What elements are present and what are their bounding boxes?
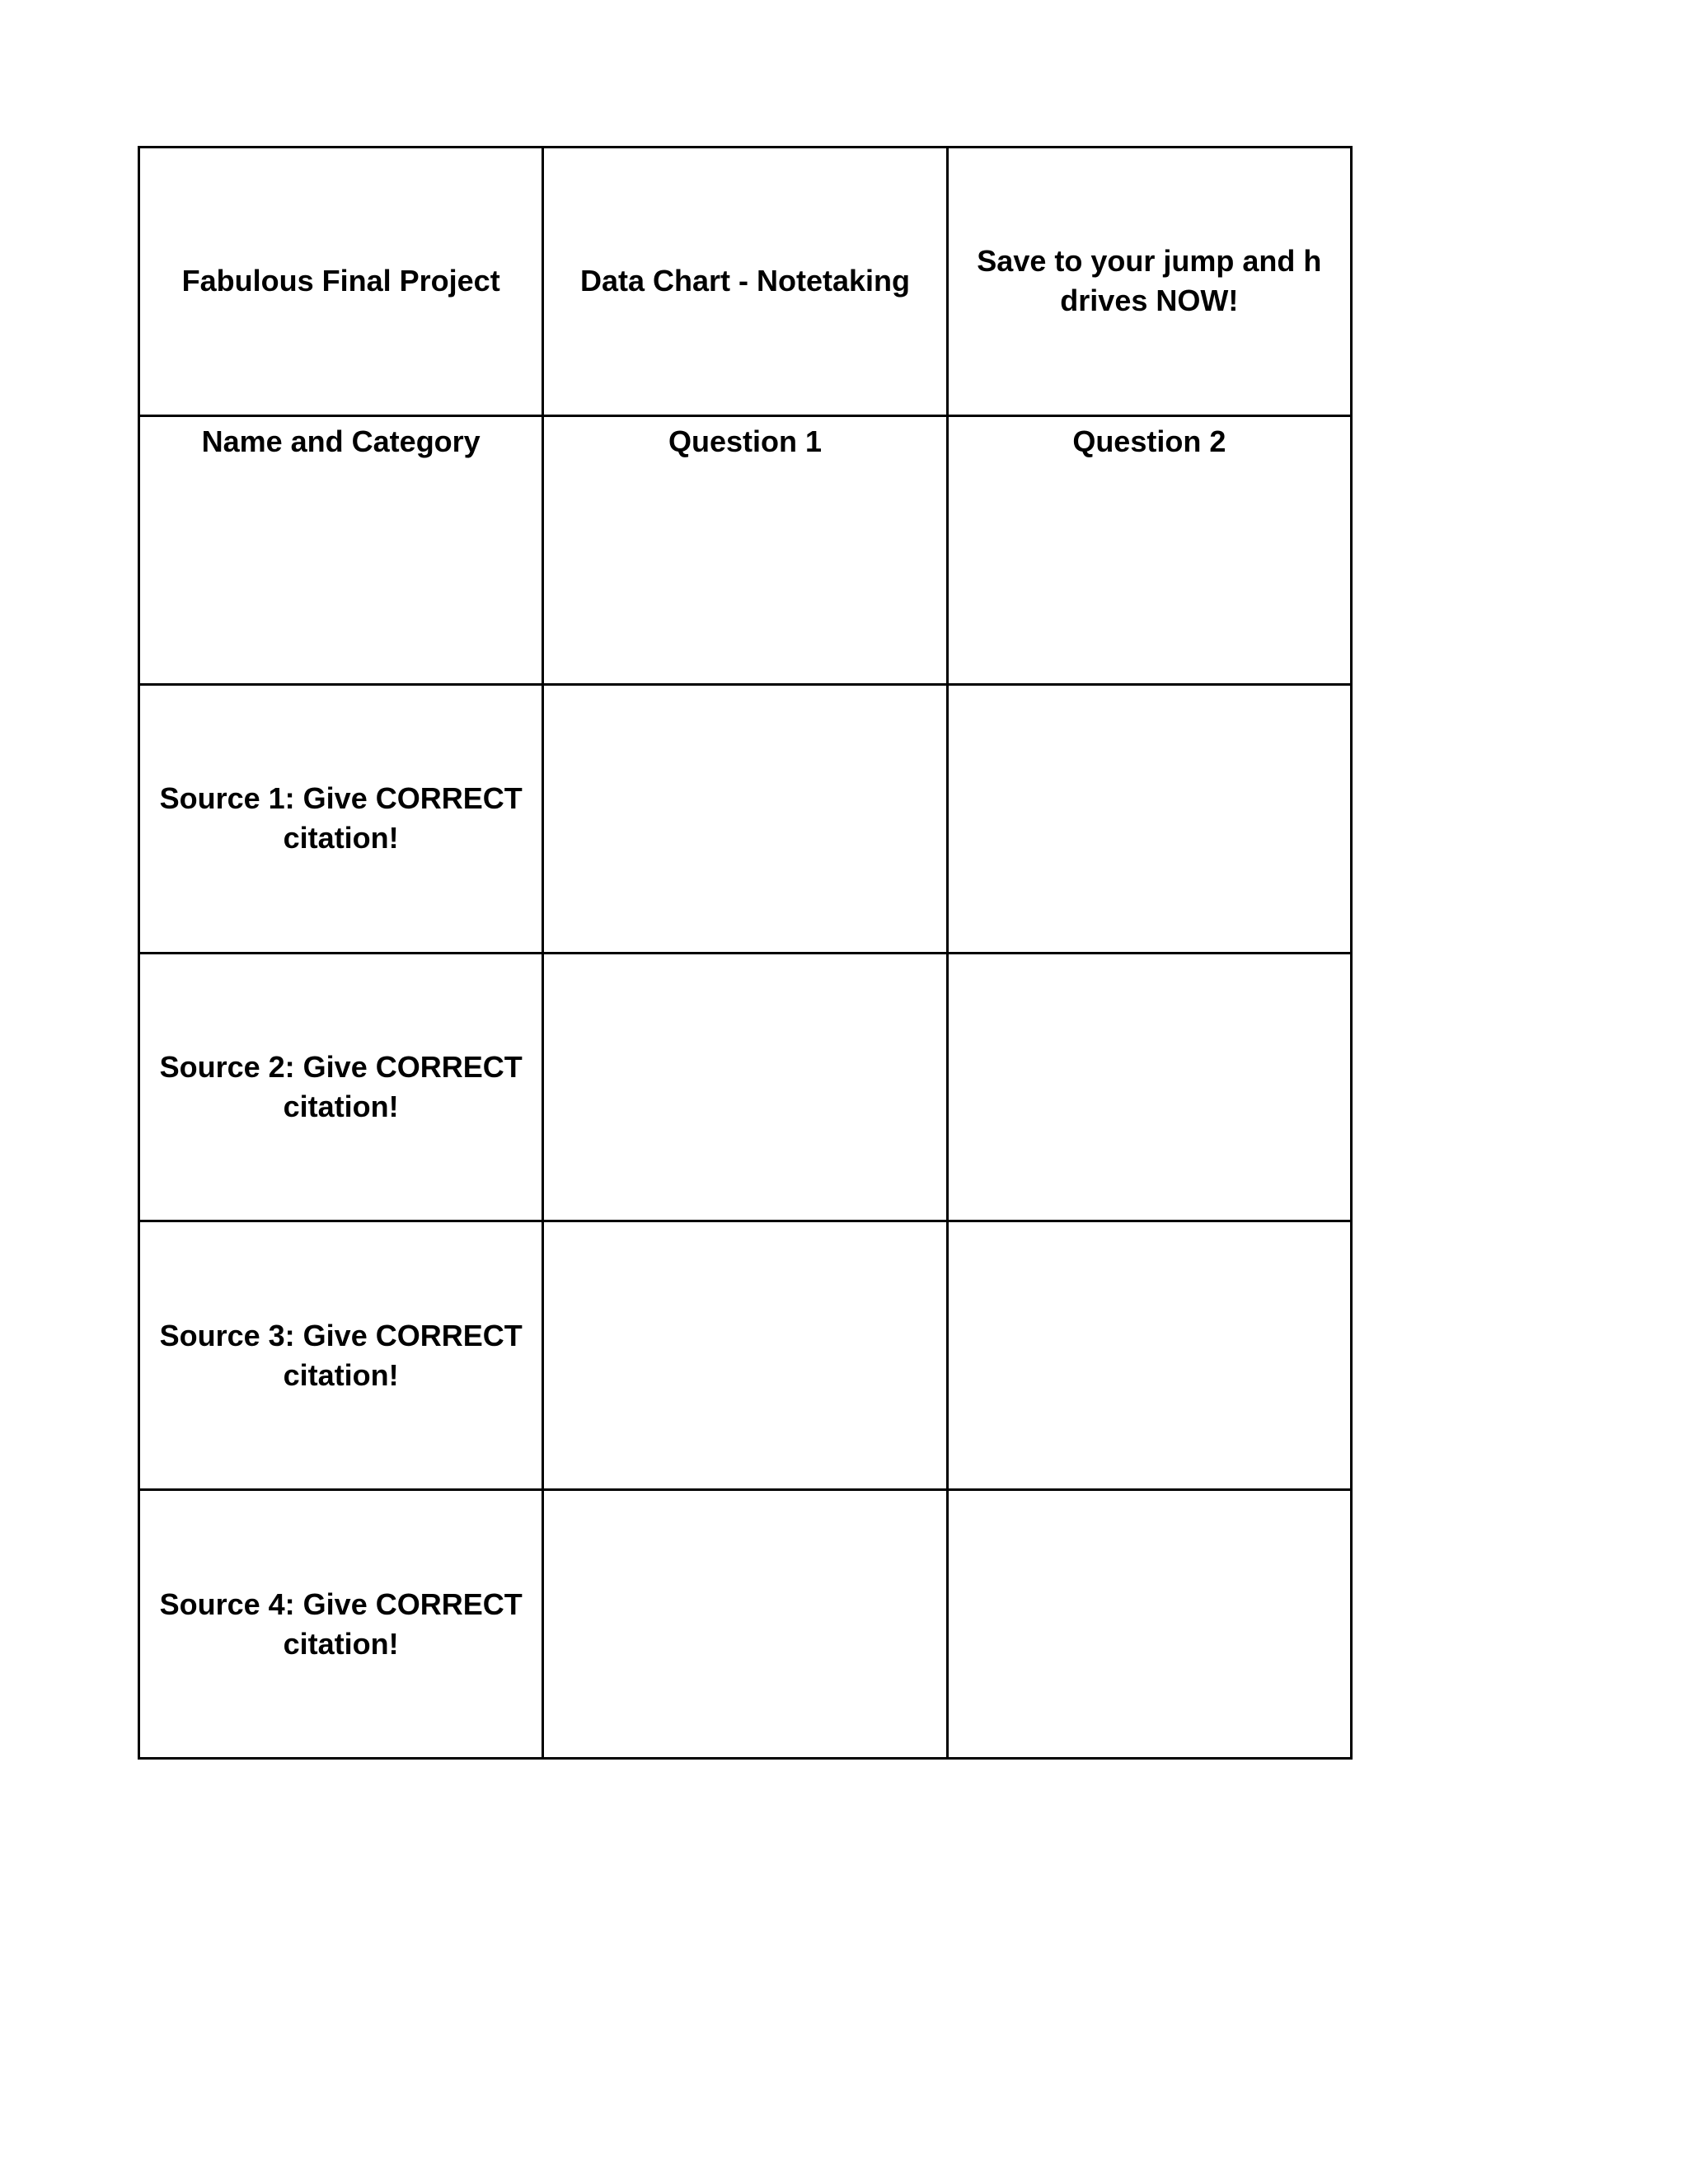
source-3-label-cell[interactable] [140,1222,544,1491]
project-title: Fabulous Final Project [181,264,500,298]
question-2-header-cell[interactable] [949,417,1353,686]
source-1-question-1-cell[interactable] [544,686,948,954]
source-4-question-2-cell[interactable] [949,1491,1353,1760]
notetaking-data-chart [138,146,1353,1760]
save-reminder: Save to your jump and h drives NOW! [977,244,1322,318]
source-2-question-2-cell[interactable] [949,954,1353,1223]
source-2-label: Source 2: Give CORRECT citation! [159,1049,523,1123]
name-category-header-cell[interactable] [140,417,544,686]
source-4-label: Source 4: Give CORRECT citation! [159,1586,523,1661]
chart-title: Data Chart - Notetaking [579,264,911,298]
source-3-question-1-cell[interactable] [544,1222,948,1491]
source-1-label: Source 1: Give CORRECT citation! [159,781,523,855]
name-category-header: Name and Category [201,424,481,458]
source-4-label-cell[interactable] [140,1491,544,1760]
source-3-question-2-cell[interactable] [949,1222,1353,1491]
source-1-question-2-cell[interactable] [949,686,1353,954]
source-4-question-1-cell[interactable] [544,1491,948,1760]
chart-title-cell [544,148,948,417]
source-2-label-cell[interactable] [140,954,544,1223]
question-1-header: Question 1 [668,424,822,458]
save-reminder-cell [949,148,1353,417]
project-title-cell [140,148,544,417]
question-2-header: Question 2 [1072,424,1226,458]
source-2-question-1-cell[interactable] [544,954,948,1223]
source-1-label-cell[interactable] [140,686,544,954]
question-1-header-cell[interactable] [544,417,948,686]
source-3-label: Source 3: Give CORRECT citation! [159,1318,523,1392]
